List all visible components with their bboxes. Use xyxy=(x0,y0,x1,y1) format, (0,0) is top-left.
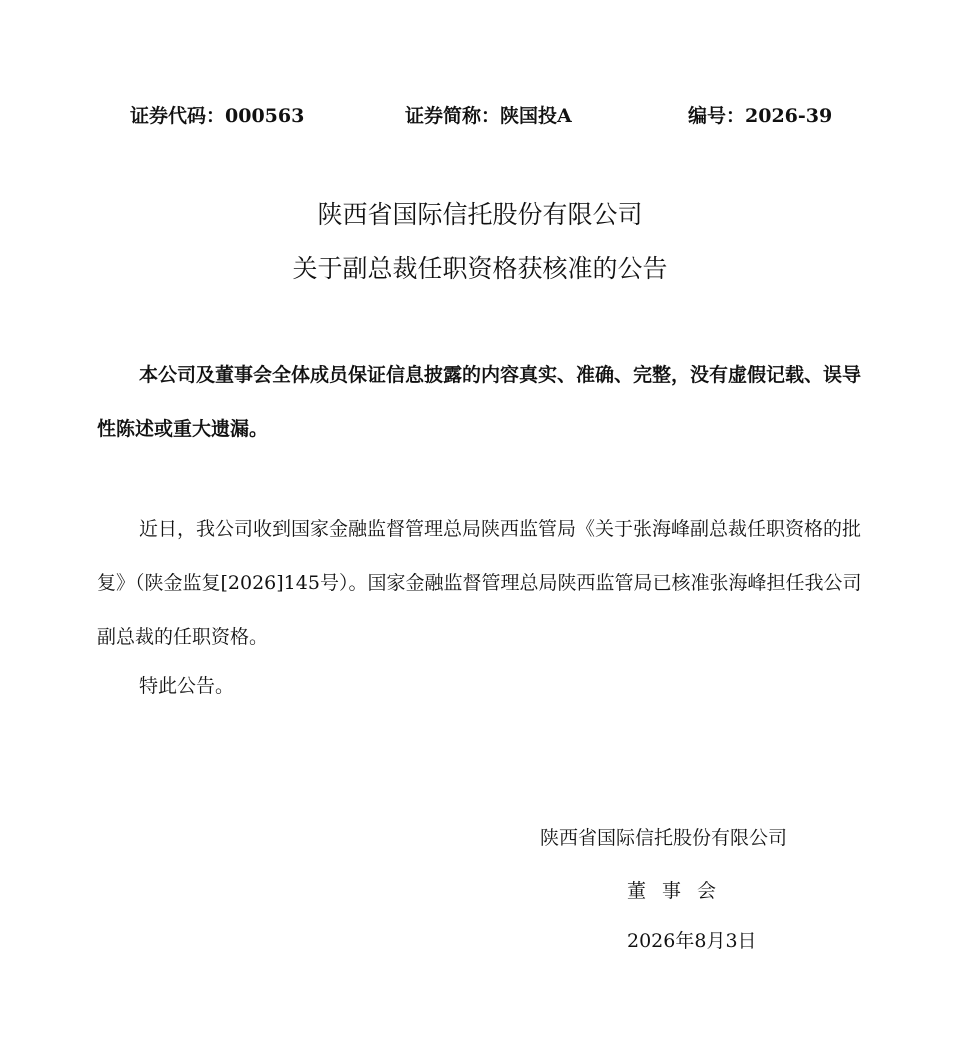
announcement-number: 编号：2026-39 xyxy=(688,105,833,127)
signature-date: 2026年8月3日 xyxy=(627,930,757,952)
announcement-body: 近日，我公司收到国家金融监督管理总局陕西监管局《关于张海峰副总裁任职资格的批复》（陕金监复[2026]145号）。国家金融监督管理总局陕西监管局已核准张海峰担任我公司副总裁的任职资格。 xyxy=(97,518,862,648)
title-company: 陕西省国际信托股份有限公司 xyxy=(317,200,643,229)
closing-remark: 特此公告。 xyxy=(139,675,235,697)
title-subject: 关于副总裁任职资格获核准的公告 xyxy=(292,254,668,283)
signature-company: 陕西省国际信托股份有限公司 xyxy=(540,827,788,849)
security-code: 证券代码：000563 xyxy=(130,105,305,127)
signature-board: 董事会 xyxy=(627,880,733,902)
disclosure-statement: 本公司及董事会全体成员保证信息披露的内容真实、准确、完整，没有虚假记载、误导性陈述或重大遗漏。 xyxy=(97,364,862,440)
security-abbreviation: 证券简称：陕国投A xyxy=(405,105,572,127)
